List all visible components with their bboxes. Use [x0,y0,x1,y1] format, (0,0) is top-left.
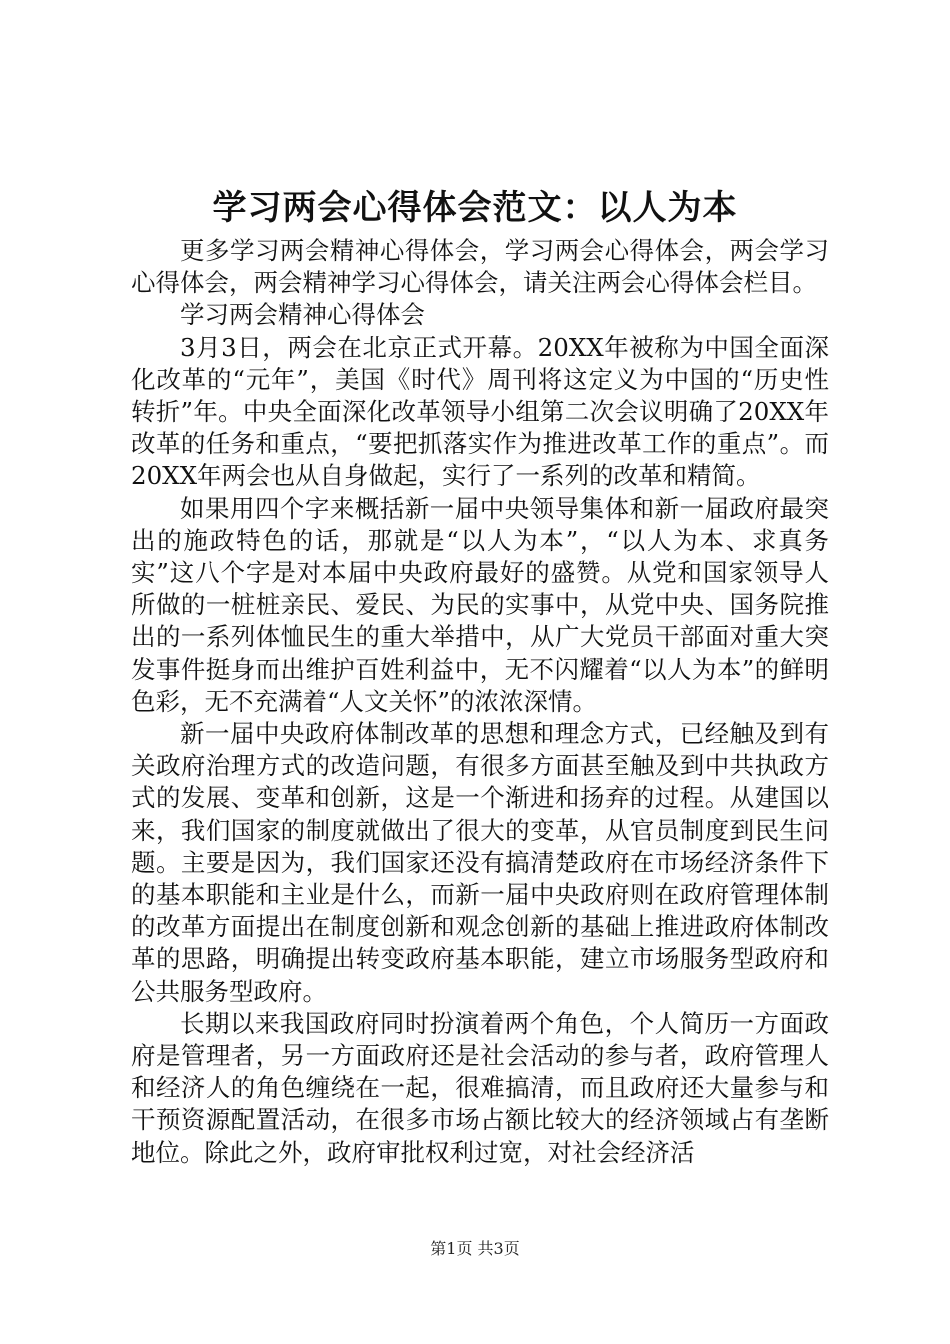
paragraph-subheading: 学习两会精神心得体会 [180,300,425,330]
paragraph-government-roles: 长期以来我国政府同时扮演着两个角色，个人简历一方面政府是管理者，另一方面政府还是社会活动的参与者，政府管理人和经济人的角色缠绕在一起，很难搞清，而且政府还大量参与和干预资源配置活动，在很多市场占额比较大的经济领域占有垄断地位。除此之外，政府审批权利过宽，对社会经济活 [131,1008,829,1167]
page-number: 第1页 共3页 [430,1239,520,1258]
paragraph-intro: 更多学习两会精神心得体会，学习两会心得体会，两会学习心得体会，两会精神学习心得体会，请关注两会心得体会栏目。 [131,236,829,298]
document-title: 学习两会心得体会范文：以人为本 [212,188,738,228]
paragraph-opening: 3月3日，两会在北京正式开幕。20XX年被称为中国全面深化改革的“元年”，美国《时代》周刊将这定义为中国的“历史性转折”年。中央全面深化改革领导小组第二次会议明确了20XX年改革的任务和重点，“要把抓落实作为推进改革工作的重点”。而20XX年两会也从自身做起，实行了一系列的改革和精简。 [131,332,829,491]
paragraph-people-oriented: 如果用四个字来概括新一届中央领导集体和新一届政府最突出的施政特色的话，那就是“以人为本”，“以人为本、求真务实”这八个字是对本届中央政府最好的盛赞。从党和国家领导人所做的一桩桩亲民、爱民、为民的实事中，从党中央、国务院推出的一系列体恤民生的重大举措中，从广大党员干部面对重大突发事件挺身而出维护百姓利益中，无不闪耀着“以人为本”的鲜明色彩，无不充满着“人文关怀”的浓浓深情。 [131,493,829,716]
paragraph-government-reform: 新一届中央政府体制改革的思想和理念方式，已经触及到有关政府治理方式的改造问题，有很多方面甚至触及到中共执政方式的发展、变革和创新，这是一个渐进和扬弃的过程。从建国以来，我们国家的制度就做出了很大的变革，从官员制度到民生问题。主要是因为，我们国家还没有搞清楚政府在市场经济条件下的基本职能和主业是什么，而新一届中央政府则在政府管理体制的改革方面提出在制度创新和观念创新的基础上推进政府体制改革的思路，明确提出转变政府基本职能，建立市场服务型政府和公共服务型政府。 [131,719,829,1006]
document-body [131,235,829,1169]
